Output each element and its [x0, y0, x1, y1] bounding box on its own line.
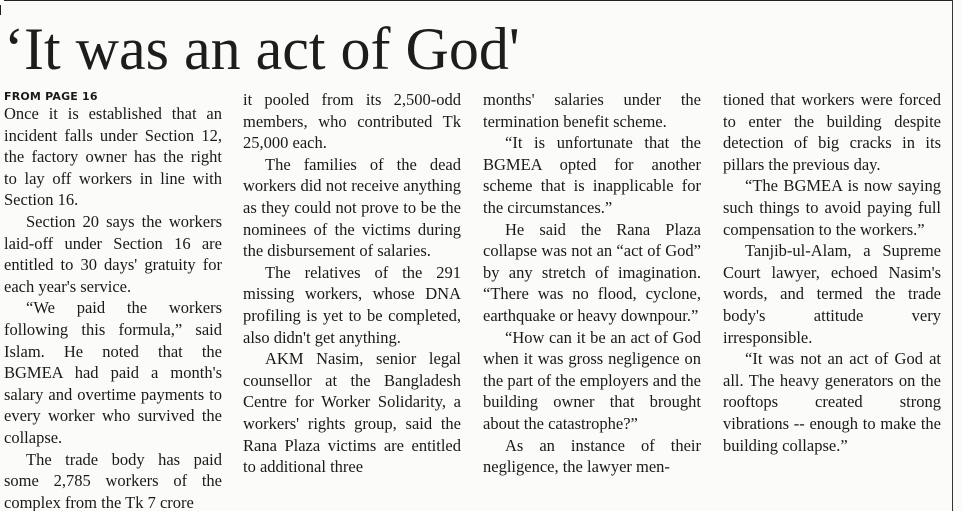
- article-column-3: [483, 89, 701, 511]
- jump-line: FROM PAGE 16: [4, 90, 98, 103]
- paragraph: it pooled from its 2,500-odd members, who contributed Tk 25,000 each.: [243, 90, 461, 153]
- paragraph: Once it is established that an incident falls under Section 12, the factory owner has the right to lay off workers in line with Section 16.: [4, 104, 222, 210]
- left-rule: [0, 5, 1, 15]
- paragraph: He said the Rana Plaza collapse was not an “act of God” by any stretch of imagination. “There was no flood, cyclone, earthquake or heavy downpour.”: [483, 219, 701, 325]
- paragraph: AKM Nasim, senior legal counsellor at the Bangladesh Centre for Worker Solidarity, a workers' rights group, said the Rana Plaza victims are entitled to additional three: [243, 349, 461, 477]
- paragraph: Tanjib-ul-Alam, a Supreme Court lawyer, echoed Nasim's words, and termed the trade body's attitude very irresponsible.: [723, 241, 941, 347]
- headline: ‘It was an act of God': [4, 16, 520, 82]
- paragraph: The trade body has paid some 2,785 workers of the complex from the Tk 7 crore: [4, 449, 222, 511]
- paragraph: “How can it be an act of God when it was gross negligence on the part of the employers and the building owner that brought about the catastrophe?”: [483, 327, 701, 433]
- right-rule: [952, 0, 953, 511]
- article-column-1: [4, 86, 222, 511]
- paragraph: “It was not an act of God at all. The heavy generators on the rooftops created strong vibrations -- enough to make the building collapse.”: [723, 349, 941, 455]
- paragraph: The relatives of the 291 missing workers, whose DNA profiling is yet to be completed, also didn't get anything.: [243, 262, 461, 347]
- top-rule: [4, 0, 953, 1]
- paragraph: “The BGMEA is now saying such things to avoid paying full compensation to the workers.”: [723, 176, 941, 239]
- paragraph: The families of the dead workers did not receive anything as they could not prove to be the nominees of the victims during the disbursement of salaries.: [243, 154, 461, 261]
- paragraph: tioned that workers were forced to enter the building despite detection of big cracks in its pillars the previous day.: [723, 90, 941, 174]
- article-column-2: [243, 89, 461, 511]
- paragraph: Section 20 says the workers laid-off under Section 16 are entitled to 30 days' gratuity for each year's service.: [4, 211, 222, 296]
- paragraph: As an instance of their negligence, the lawyer men-: [483, 435, 701, 477]
- article-column-4: [723, 89, 941, 511]
- paragraph: “We paid the workers following this formula,” said Islam. He noted that the BGMEA had paid a month's salary and overtime payments to every worker who survived the collapse.: [4, 298, 222, 447]
- paragraph: “It is unfortunate that the BGMEA opted for another scheme that is inapplicable for the circumstances.”: [483, 133, 701, 217]
- paragraph: months' salaries under the termination benefit scheme.: [483, 90, 701, 131]
